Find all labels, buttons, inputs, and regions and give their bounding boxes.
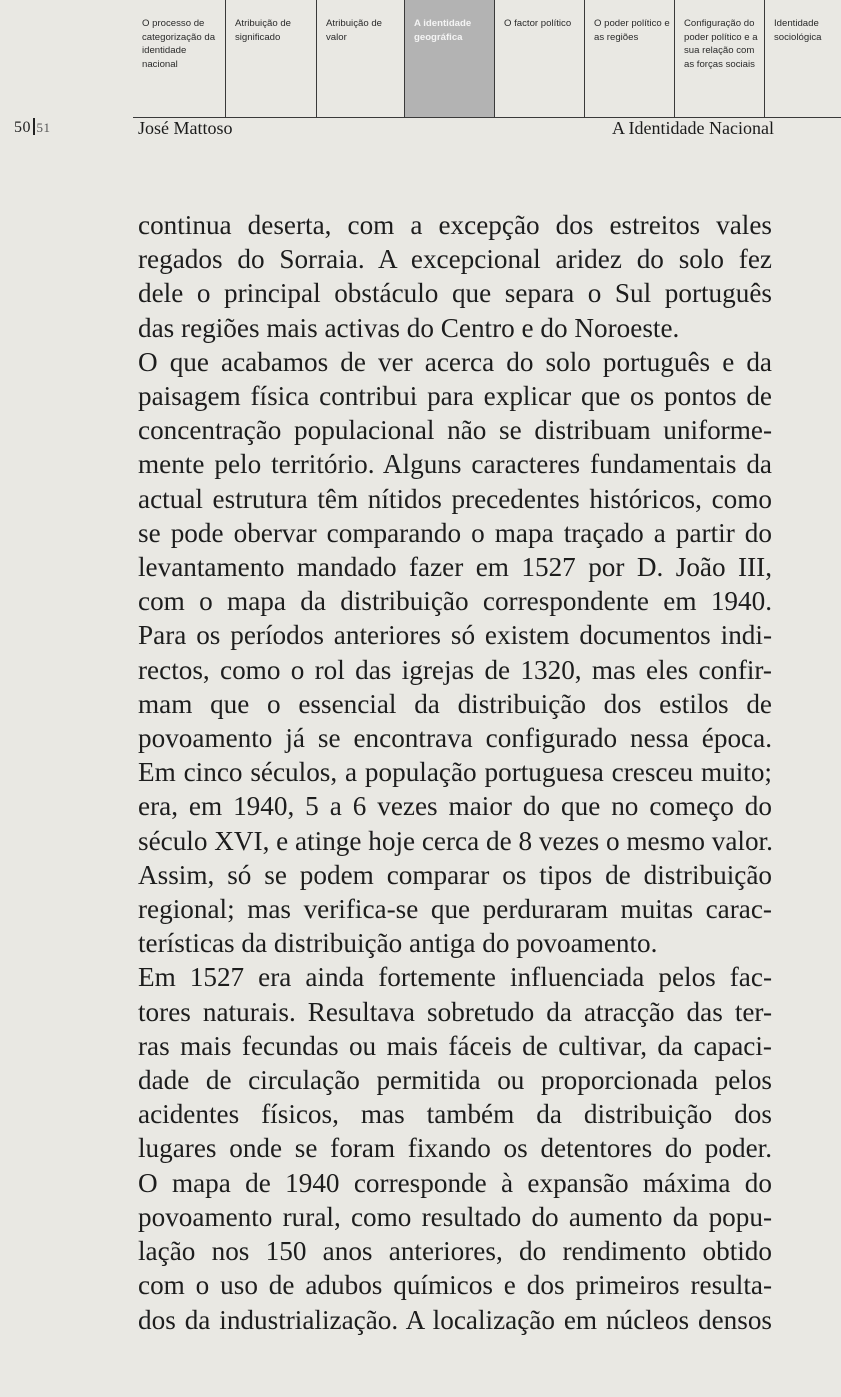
text-line: com o mapa da distribuição correspondente em 1940. xyxy=(138,586,772,617)
text-line: das regiões mais activas do Centro e do Noroeste. xyxy=(138,312,680,343)
page-numbers xyxy=(14,118,51,137)
nav-item-label: A identidade geográfica xyxy=(414,18,472,43)
nav-item-label: Atribuição de valor xyxy=(326,18,382,43)
text-line: se pode obervar comparando o mapa traçado a partir do xyxy=(138,517,772,548)
text-line: Em cinco séculos, a população portuguesa cresceu muito; xyxy=(138,757,772,788)
text-line: mam que o essencial da distribuição dos estilos de xyxy=(138,688,772,719)
nav-item-label: Configuração do poder político e a sua relação com as forças sociais xyxy=(684,18,758,70)
running-header-author: José Mattoso xyxy=(138,118,233,138)
text-line: mente pelo território. Alguns caracteres fundamentais da xyxy=(138,449,772,480)
text-line: terísticas da distribuição antiga do povoamento. xyxy=(138,928,658,959)
text-line: era, em 1940, 5 a 6 vezes maior do que no começo do xyxy=(138,791,772,822)
text-line: levantamento mandado fazer em 1527 por D. João III, xyxy=(138,552,772,583)
text-line: continua deserta, com a excepção dos estreitos vales xyxy=(138,210,772,240)
text-line: Assim, só se podem comparar os tipos de distribuição xyxy=(138,859,772,890)
text-line: paisagem física contribui para explicar que os pontos de xyxy=(138,381,772,412)
text-line: concentração populacional não se distribuam uniforme- xyxy=(138,415,772,446)
nav-item-sociological-identity[interactable] xyxy=(765,0,841,118)
text-line: povoamento rural, como resultado do aumento da popu- xyxy=(138,1201,772,1232)
page-number-right: 51 xyxy=(36,120,51,135)
nav-item-categorization[interactable] xyxy=(133,0,226,118)
text-line: acidentes físicos, mas também da distribuição dos xyxy=(138,1099,772,1130)
text-line: lugares onde se foram fixando os detentores do poder. xyxy=(138,1133,772,1164)
chapter-navigation-strip xyxy=(0,0,841,118)
nav-item-geographic-identity-active[interactable] xyxy=(405,0,495,118)
text-line: século XVI, e atinge hoje cerca de 8 vezes o mesmo valor. xyxy=(138,825,773,856)
text-line: actual estrutura têm nítidos precedentes históricos, como xyxy=(138,483,772,514)
text-line: dos da industrialização. A localização em núcleos densos xyxy=(138,1304,772,1335)
running-header-book-title: A Identidade Nacional xyxy=(612,118,774,138)
nav-item-label: Identidade sociológica xyxy=(774,18,822,43)
text-line: regional; mas verifica-se que perduraram muitas carac- xyxy=(138,894,772,925)
nav-item-meaning[interactable] xyxy=(226,0,317,118)
text-line: regados do Sorraia. A excepcional aridez do solo fez xyxy=(138,244,772,275)
text-line: tores naturais. Resultava sobretudo da atracção das ter- xyxy=(138,996,772,1027)
text-line: povoamento já se encontrava configurado nessa época. xyxy=(138,723,772,754)
text-line: dele o principal obstáculo que separa o Sul português xyxy=(138,278,772,309)
body-text xyxy=(138,208,772,1337)
text-line: ras mais fecundas ou mais fáceis de cultivar, da capaci- xyxy=(138,1030,772,1061)
nav-item-label: Atribuição de significado xyxy=(235,18,291,43)
text-line: Em 1527 era ainda fortemente influenciada pelos fac- xyxy=(138,962,772,993)
text-line: O mapa de 1940 corresponde à expansão máxima do xyxy=(138,1167,772,1198)
nav-item-label: O factor político xyxy=(504,18,572,29)
nav-item-label: O poder político e as regiões xyxy=(594,18,670,43)
nav-item-value[interactable] xyxy=(317,0,405,118)
nav-item-political-factor[interactable] xyxy=(495,0,585,118)
nav-item-political-power-regions[interactable] xyxy=(585,0,675,118)
text-line: O que acabamos de ver acerca do solo português e da xyxy=(138,346,772,377)
text-line: rectos, como o rol das igrejas de 1320, mas eles confir- xyxy=(138,654,772,685)
nav-item-label: O processo de categorização da identidade nacional xyxy=(142,18,216,70)
text-line: dade de circulação permitida ou proporcionada pelos xyxy=(138,1065,772,1096)
page-number-divider xyxy=(33,118,35,135)
text-line: lação nos 150 anos anteriores, do rendimento obtido xyxy=(138,1236,772,1267)
page-number-left: 50 xyxy=(14,119,31,136)
nav-item-power-configuration[interactable] xyxy=(675,0,765,118)
text-line: Para os períodos anteriores só existem documentos indi- xyxy=(138,620,772,651)
text-line: com o uso de adubos químicos e dos primeiros resulta- xyxy=(138,1270,772,1301)
